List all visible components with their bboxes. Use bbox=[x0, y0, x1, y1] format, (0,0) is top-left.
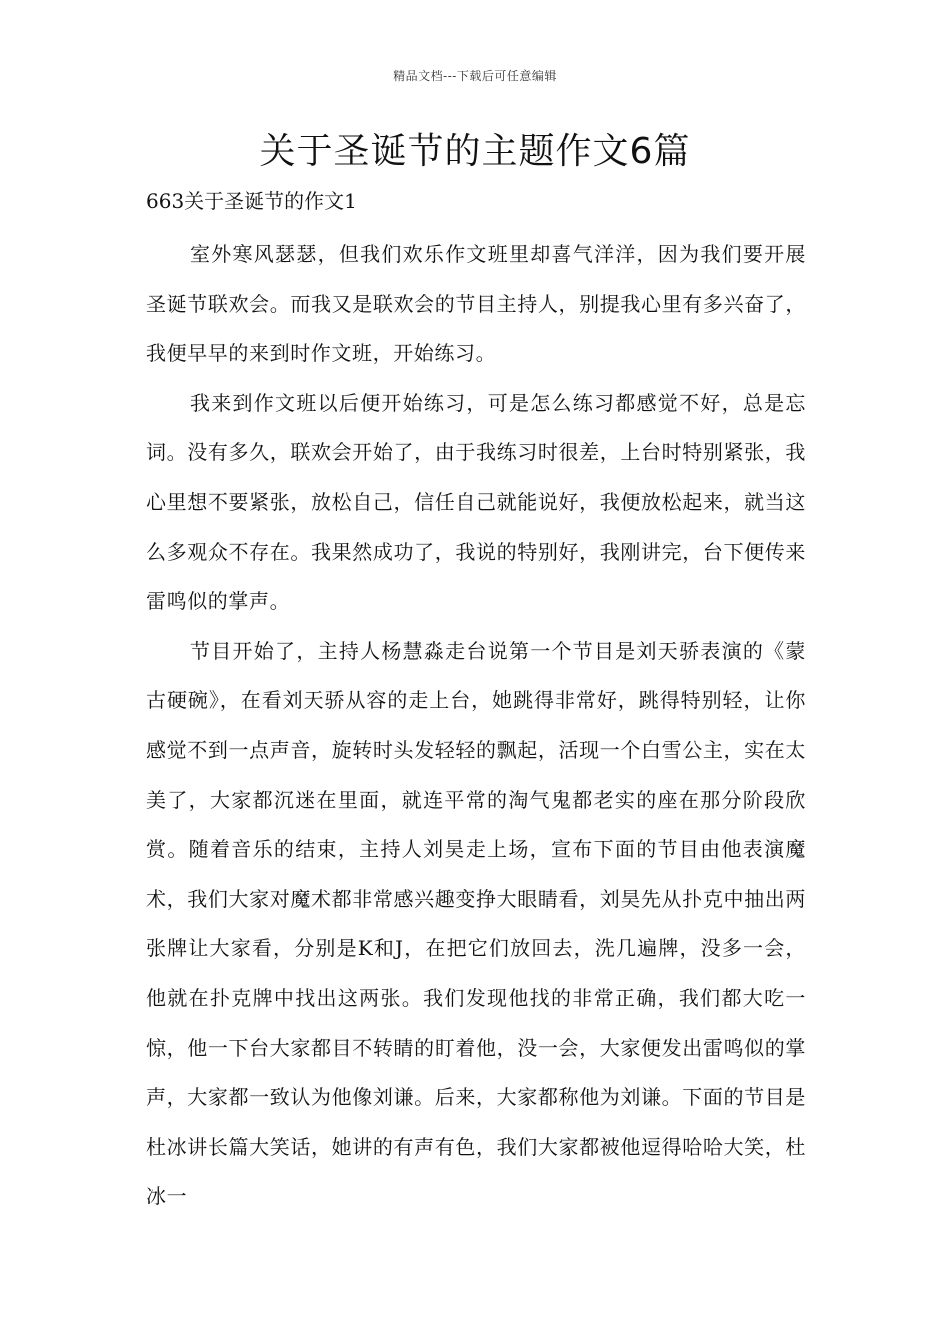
document-title: 关于圣诞节的主题作文6篇 bbox=[259, 131, 691, 172]
paragraph: 我来到作文班以后便开始练习，可是怎么练习都感觉不好，总是忘词。没有多久，联欢会开始了，由于我练习时很差，上台时特别紧张，我心里想不要紧张，放松自己，信任自己就能说好，我便放松起来，就当这么多观众不存在。我果然成功了，我说的特别好，我刚讲完，台下便传来雷鸣似的掌声。 bbox=[146, 390, 806, 614]
essay-body bbox=[146, 230, 806, 1222]
paragraph: 室外寒风瑟瑟，但我们欢乐作文班里却喜气洋洋，因为我们要开展圣诞节联欢会。而我又是联欢会的节目主持人，别提我心里有多兴奋了，我便早早的来到时作文班，开始练习。 bbox=[146, 242, 806, 366]
header-note: 精品文档---下载后可任意编辑 bbox=[393, 69, 557, 83]
essay-subtitle: 663关于圣诞节的作文1 bbox=[146, 189, 357, 213]
paragraph: 节目开始了，主持人杨慧淼走台说第一个节目是刘天骄表演的《蒙古硬碗》，在看刘天骄从容的走上台，她跳得非常好，跳得特别轻，让你感觉不到一点声音，旋转时头发轻轻的飘起，活现一个白雪公主，实在太美了，大家都沉迷在里面，就连平常的淘气鬼都老实的座在那分阶段欣赏。随着音乐的结束，主持人刘昊走上场，宣布下面的节目由他表演魔术，我们大家对魔术都非常感兴趣变挣大眼睛看，刘昊先从扑克中抽出两张牌让大家看，分别是K和J，在把它们放回去，洗几遍牌，没多一会，他就在扑克牌中找出这两张。我们发现他找的非常正确，我们都大吃一惊，他一下台大家都目不转睛的盯着他，没一会，大家便发出雷鸣似的掌声，大家都一致认为他像刘谦。后来，大家都称他为刘谦。下面的节目是杜冰讲长篇大笑话，她讲的有声有色，我们大家都被他逗得哈哈大笑，杜冰一 bbox=[146, 638, 806, 1209]
